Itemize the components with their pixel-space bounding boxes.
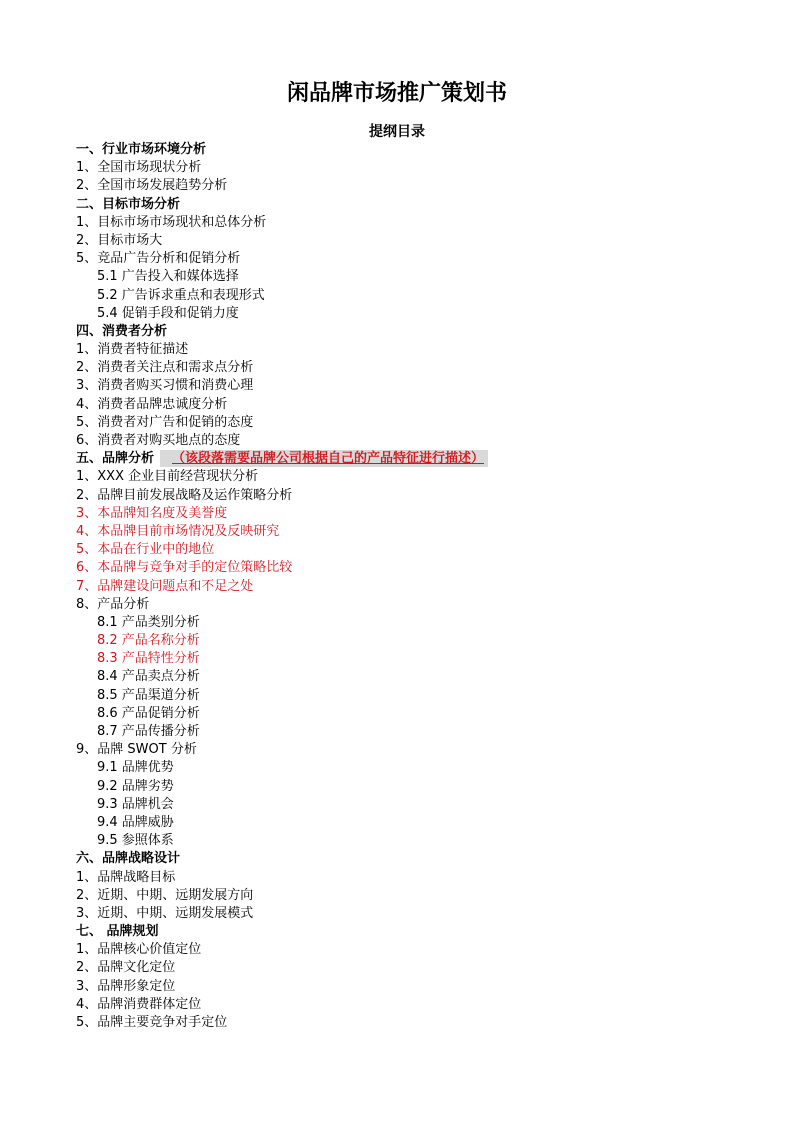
outline-item-text: 3、本品牌知名度及美誉度: [76, 505, 228, 521]
outline-item-text: 2、消费者关注点和需求点分析: [76, 360, 254, 376]
outline-item: [76, 578, 716, 596]
outline-subitem-text: 5.2 广告诉求重点和表现形式: [97, 287, 265, 303]
outline-subitem: [76, 687, 716, 705]
outline-item-text: 3、品牌形象定位: [76, 978, 176, 994]
section-heading: [76, 196, 716, 214]
outline-subitem-text: 8.7 产品传播分析: [97, 724, 200, 739]
outline-subitem: [76, 268, 716, 286]
outline-item: [76, 177, 716, 195]
outline-item-text: 4、品牌消费群体定位: [76, 996, 202, 1012]
outline-item: [76, 559, 716, 577]
outline-item-text: 2、品牌文化定位: [76, 960, 176, 976]
outline-item-text: 1、品牌核心价值定位: [76, 942, 202, 958]
outline-subitem-text: 8.2 产品名称分析: [97, 633, 200, 649]
outline-subitem: [76, 305, 716, 323]
outline-item: [76, 887, 716, 905]
outline-subitem: [76, 632, 716, 650]
outline-item-text: 1、全国市场现状分析: [76, 160, 202, 176]
outline-item: [76, 541, 716, 559]
section-heading-text: 五、品牌分析: [76, 451, 155, 467]
outline-subitem: [76, 759, 716, 777]
outline-item-text: 7、品牌建设问题点和不足之处: [76, 578, 254, 594]
document-title: 闲品牌市场推广策划书: [286, 80, 507, 106]
outline-subitem-text: 9.1 品牌优势: [97, 760, 174, 776]
outline-item: [76, 941, 716, 959]
outline-item: [76, 232, 716, 250]
outline-item: [76, 741, 716, 759]
outline-item: [76, 396, 716, 414]
outline-item-text: 1、XXX 企业目前经营现状分析: [76, 469, 259, 485]
outline-subitem: [76, 723, 716, 741]
section-heading: [76, 141, 716, 159]
outline-item: [76, 377, 716, 395]
outline-subitem: [76, 832, 716, 850]
outline-item-text: 2、品牌目前发展战略及运作策略分析: [76, 487, 293, 503]
outline-subitem-text: 9.5 参照体系: [97, 833, 174, 849]
outline-item: [76, 596, 716, 614]
outline-subitem: [76, 778, 716, 796]
outline-item-text: 6、消费者对购买地点的态度: [76, 433, 241, 448]
outline-list: [76, 141, 716, 1032]
outline-item-text: 2、全国市场发展趋势分析: [76, 178, 228, 194]
outline-subitem-text: 8.6 产品促销分析: [97, 705, 200, 721]
outline-item-text: 2、目标市场大: [76, 232, 163, 248]
outline-item: [76, 487, 716, 505]
outline-subitem-text: 8.5 产品渠道分析: [97, 687, 200, 703]
outline-item: [76, 978, 716, 996]
section-heading-text: 四、消费者分析: [76, 323, 168, 339]
outline-item-text: 5、竞品广告分析和促销分析: [76, 251, 241, 267]
outline-item-text: 1、消费者特征描述: [76, 342, 189, 358]
outline-subitem-text: 8.4 产品卖点分析: [97, 669, 200, 685]
outline-subitem: [76, 814, 716, 832]
section-heading-text: 六、品牌战略设计: [76, 851, 181, 867]
outline-item-text: 5、消费者对广告和促销的态度: [76, 414, 254, 430]
outline-item-text: 5、本品在行业中的地位: [76, 542, 215, 558]
outline-item: [76, 341, 716, 359]
section-heading-text: 七、 品牌规划: [76, 924, 159, 940]
outline-item-text: 3、消费者购买习惯和消费心理: [76, 378, 254, 394]
outline-item: [76, 214, 716, 232]
outline-item: [76, 468, 716, 486]
outline-subitem: [76, 796, 716, 814]
outline-item: [76, 869, 716, 887]
outline-item: [76, 414, 716, 432]
section-heading: [76, 323, 716, 341]
section-heading-text: 一、行业市场环境分析: [76, 142, 207, 157]
outline-item-text: 4、消费者品牌忠诚度分析: [76, 396, 228, 412]
outline-item: [76, 359, 716, 377]
outline-item-text: 6、本品牌与竞争对手的定位策略比较: [76, 560, 293, 576]
outline-item-text: 1、品牌战略目标: [76, 869, 176, 885]
outline-subitem: [76, 650, 716, 668]
outline-subitem-text: 9.3 品牌机会: [97, 796, 174, 812]
outline-item-text: 4、本品牌目前市场情况及反映研究: [76, 523, 280, 539]
outline-item: [76, 159, 716, 177]
section-note: （该段落需要品牌公司根据自己的产品特征进行描述）: [160, 450, 488, 467]
outline-item: [76, 250, 716, 268]
outline-subitem: [76, 668, 716, 686]
outline-item-text: 8、产品分析: [76, 596, 150, 612]
outline-item: [76, 1014, 716, 1032]
outline-subitem: [76, 614, 716, 632]
outline-subitem-text: 5.1 广告投入和媒体选择: [97, 269, 239, 285]
section-heading: [76, 450, 716, 468]
outline-item-text: 3、近期、中期、远期发展模式: [76, 905, 254, 921]
outline-subitem: [76, 705, 716, 723]
outline-item-text: 5、品牌主要竞争对手定位: [76, 1015, 228, 1030]
outline-item: [76, 432, 716, 450]
outline-item: [76, 996, 716, 1014]
outline-subitem-text: 9.4 品牌威胁: [97, 814, 174, 830]
outline-item-text: 2、近期、中期、远期发展方向: [76, 887, 254, 903]
outline-item: [76, 959, 716, 977]
outline-subitem-text: 5.4 促销手段和促销力度: [97, 305, 239, 321]
section-heading: [76, 850, 716, 868]
outline-item-text: 9、品牌 SWOT 分析: [76, 742, 197, 758]
outline-subitem: [76, 287, 716, 305]
outline-subitem-text: 8.3 产品特性分析: [97, 651, 200, 667]
section-heading-text: 二、目标市场分析: [76, 196, 181, 212]
outline-item: [76, 905, 716, 923]
outline-item: [76, 523, 716, 541]
outline-subitem-text: 8.1 产品类别分析: [97, 614, 200, 630]
section-heading: [76, 923, 716, 941]
outline-item: [76, 505, 716, 523]
outline-item-text: 1、目标市场市场现状和总体分析: [76, 214, 267, 230]
outline-subitem-text: 9.2 品牌劣势: [97, 778, 174, 794]
outline-subtitle: 提纲目录: [369, 124, 425, 140]
